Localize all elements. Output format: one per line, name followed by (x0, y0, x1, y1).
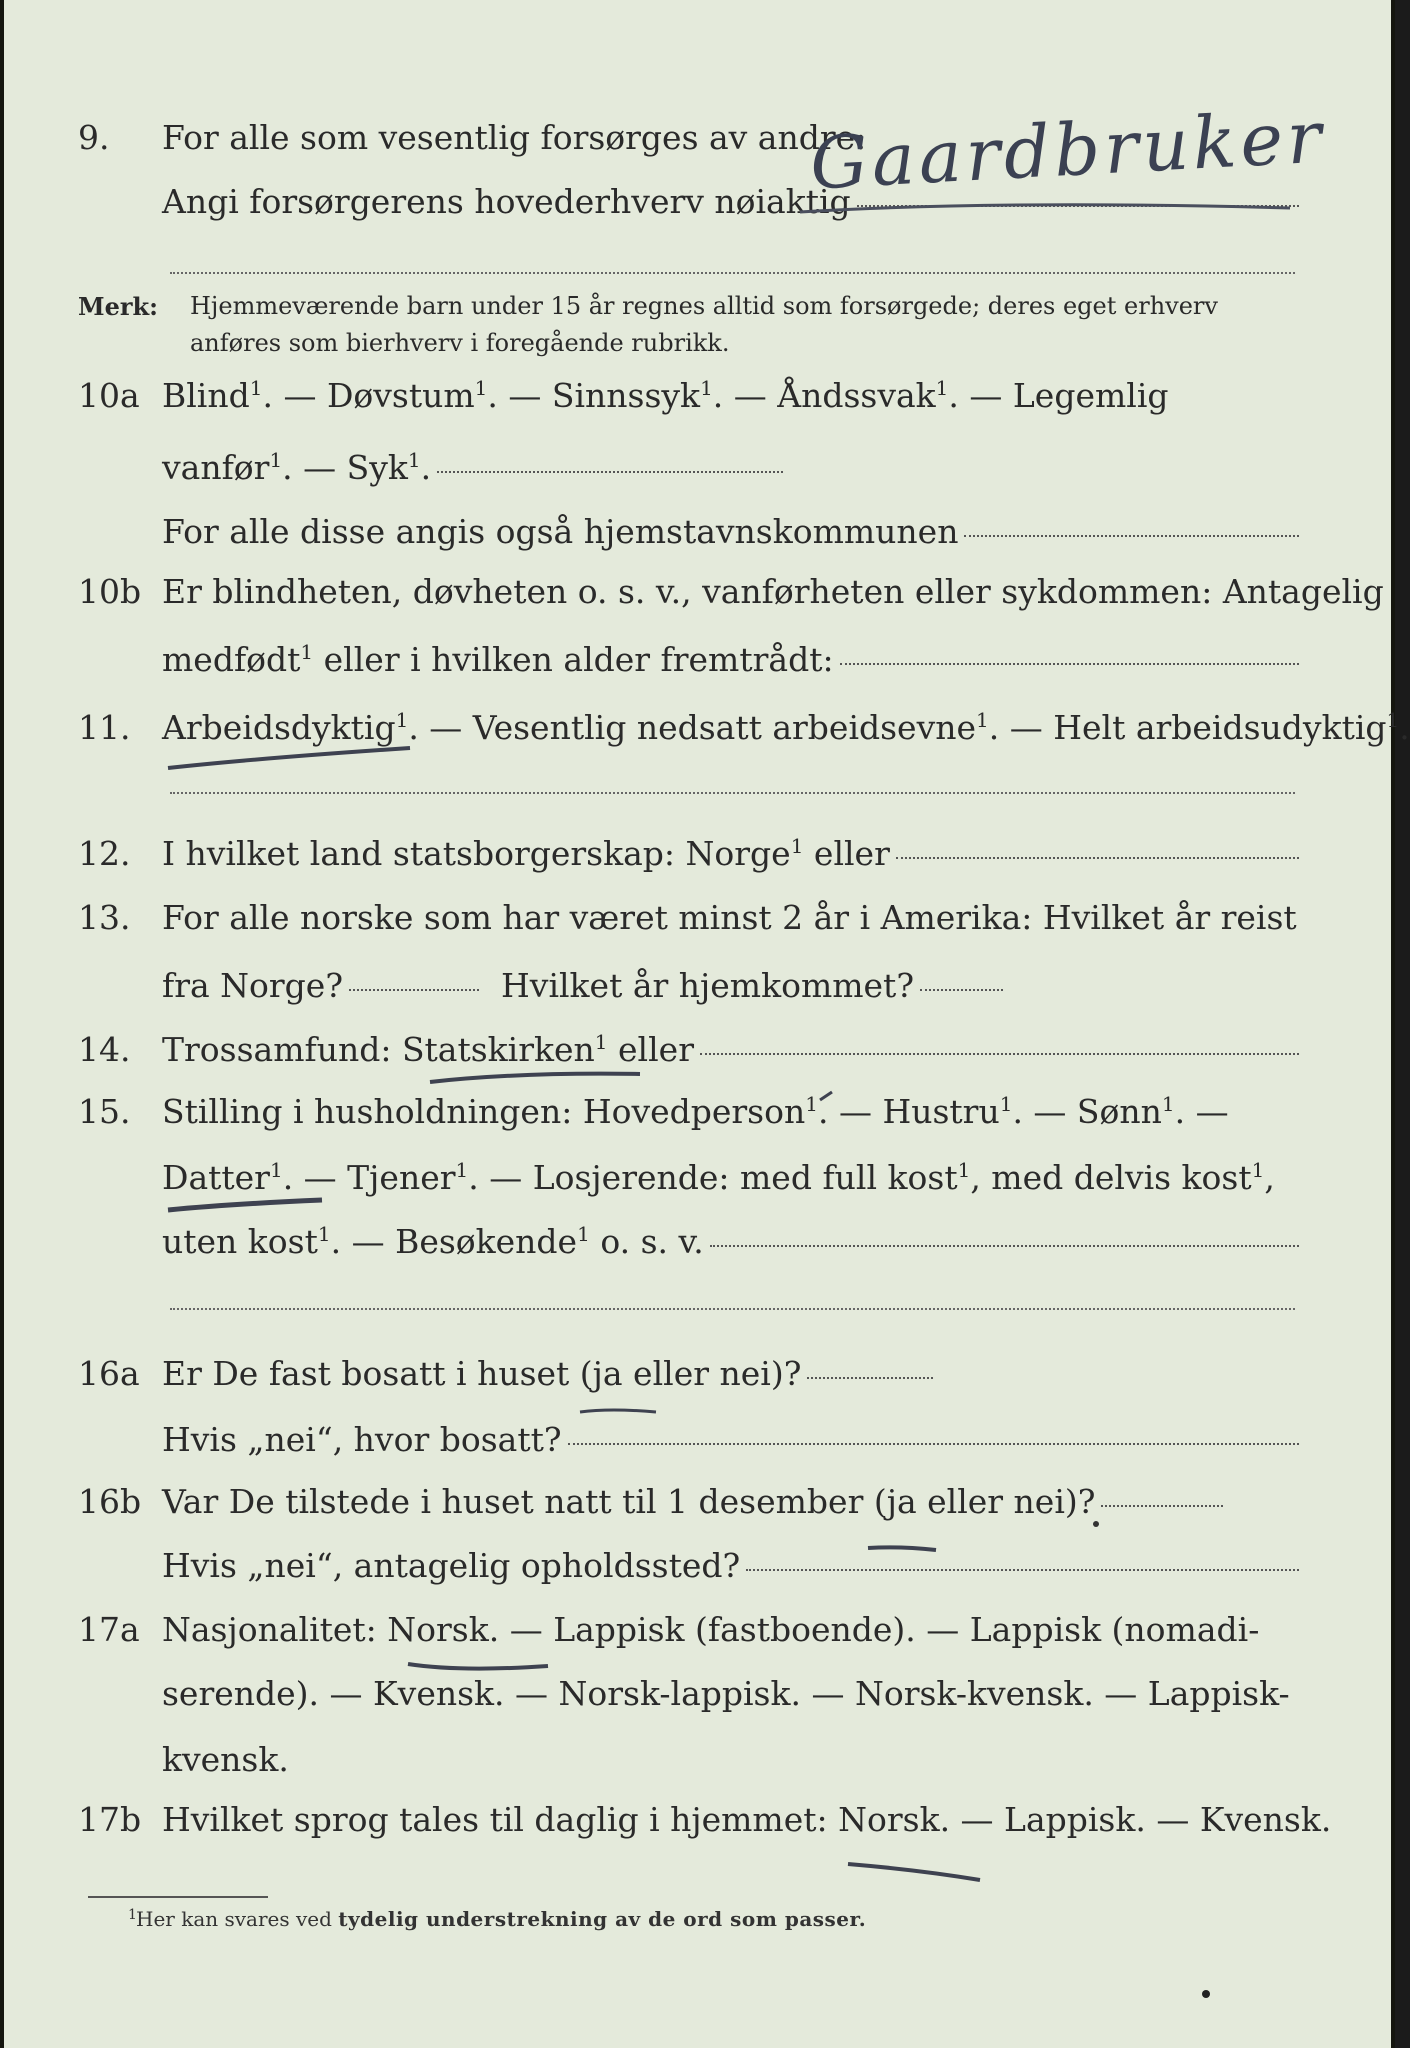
underline-arbeidsdyktig (168, 748, 410, 768)
question-text: vanfør$^1$. — Syk$^1$. (162, 448, 783, 488)
question-number: 11. (78, 708, 131, 747)
question-text: Er blindheten, døvheten o. s. v., vanførheten eller sykdommen: Antagelig (162, 572, 1384, 611)
question-number: 10b (78, 572, 142, 611)
question-number: 13. (78, 898, 131, 937)
note-text: anføres som bierhverv i foregående rubrikk. (190, 329, 730, 357)
handwritten-answer: Gaardbruker (808, 94, 1328, 206)
question-text: Stilling i husholdningen: Hovedperson$^1$. — Hustru$^1$. — Sønn$^1$. — (162, 1092, 1229, 1131)
question-text: I hvilket land statsborgerskap: Norge$^1$ eller (162, 834, 1299, 874)
question-number: 15. (78, 1092, 131, 1131)
question-text: Hvis „nei“, antagelig opholdssted? (162, 1546, 1299, 1586)
question-text: Blind$^1$. — Døvstum$^1$. — Sinnssyk$^1$. — Åndssvak$^1$. — Legemlig (162, 376, 1169, 415)
question-number: 12. (78, 834, 131, 873)
question-number: 9. (78, 118, 110, 157)
underline-norsk-17b (848, 1864, 980, 1880)
question-text: kvensk. (162, 1740, 289, 1779)
question-text: Trossamfund: Statskirken$^1$ eller (162, 1030, 1299, 1070)
question-text: serende). — Kvensk. — Norsk-lappisk. — Norsk-kvensk. — Lappisk- (162, 1674, 1290, 1713)
question-text: Er De fast bosatt i huset (ja eller nei)? (162, 1354, 933, 1394)
question-text: Var De tilstede i huset natt til 1 desember (ja eller nei)? (162, 1482, 1223, 1522)
question-text: Nasjonalitet: Norsk. — Lappisk (fastboende). — Lappisk (nomadi- (162, 1610, 1260, 1649)
question-text: For alle norske som har været minst 2 år i Amerika: Hvilket år reist (162, 898, 1297, 937)
question-number: 16b (78, 1482, 142, 1521)
question-number: 14. (78, 1030, 131, 1069)
underline-nei (580, 1410, 656, 1412)
underline-statskirken (430, 1074, 640, 1082)
underline-nei-2 (868, 1547, 936, 1550)
question-text: Arbeidsdyktig$^1$. — Vesentlig nedsatt arbeidsevne$^1$. — Helt arbeidsudyktig$^1$. (162, 708, 1410, 747)
question-number: 10a (78, 376, 140, 415)
underline-gaardbruker (800, 205, 1290, 212)
question-number: 16a (78, 1354, 140, 1393)
question-text: Hvilket sprog tales til daglig i hjemmet: Norsk. — Lappisk. — Kvensk. (162, 1800, 1332, 1839)
question-text: medfødt$^1$ eller i hvilken alder fremtrådt: (162, 640, 1299, 680)
question-text: Angi forsørgerens hovederhverv nøiaktig (162, 182, 1299, 222)
question-text: fra Norge? Hvilket år hjemkommet? (162, 966, 1003, 1006)
question-text: Datter$^1$. — Tjener$^1$. — Losjerende: med full kost$^1$, med delvis kost$^1$, (162, 1158, 1275, 1197)
ink-dot (1093, 1521, 1099, 1527)
underline-norsk (408, 1664, 548, 1669)
note-label: Merk: (78, 292, 158, 321)
underline-datter (168, 1200, 322, 1210)
question-text: uten kost$^1$. — Besøkende$^1$ o. s. v. (162, 1222, 1299, 1262)
tick-hovedperson (820, 1092, 832, 1100)
question-text: For alle som vesentlig forsørges av andre: (162, 118, 867, 157)
note-text: Hjemmeværende barn under 15 år regnes alltid som forsørgede; deres eget erhverv (190, 292, 1218, 320)
question-number: 17b (78, 1800, 142, 1839)
ink-dot (1202, 1990, 1210, 1998)
question-text: Hvis „nei“, hvor bosatt? (162, 1420, 1299, 1460)
footnote: 1 Her kan svares ved tydelig understrekning av de ord som passer. (128, 1907, 867, 1931)
question-text: For alle disse angis også hjemstavnskommunen (162, 512, 1299, 552)
question-number: 17a (78, 1610, 140, 1649)
